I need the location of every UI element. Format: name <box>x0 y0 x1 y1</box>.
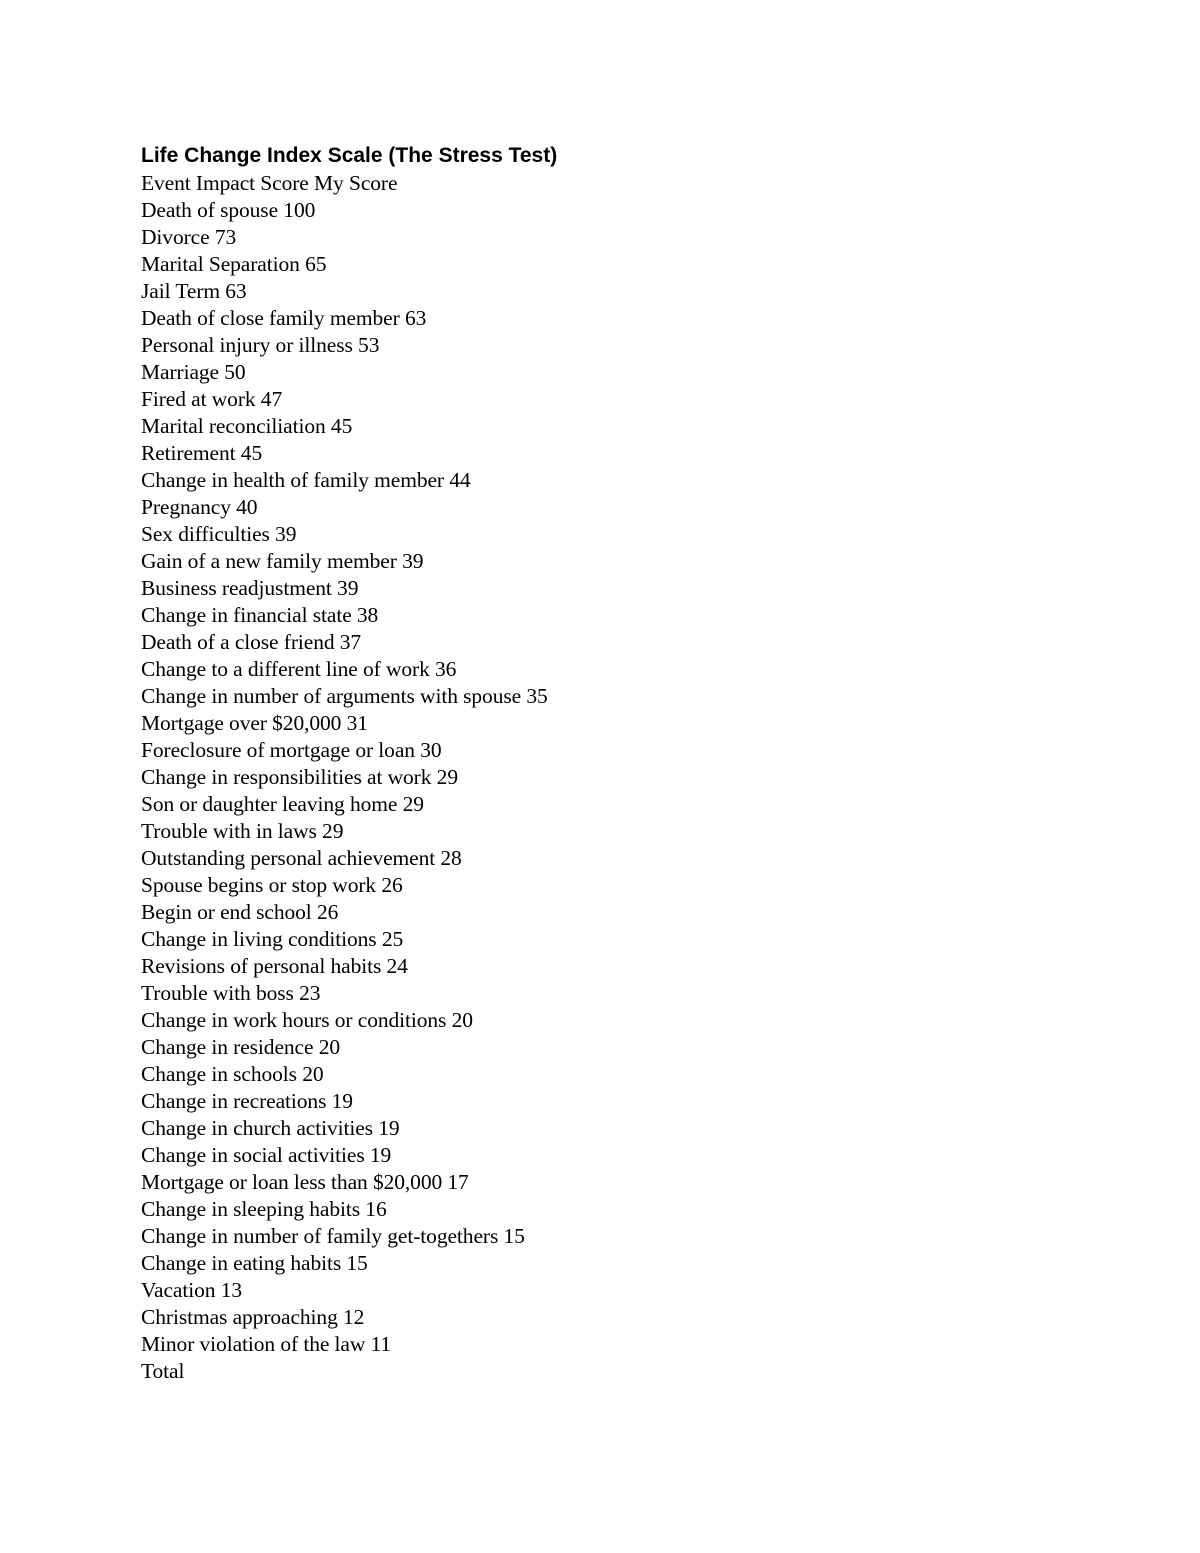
event-row: Change in number of arguments with spouse 35 <box>141 684 548 708</box>
event-row: Death of spouse 100 <box>141 198 316 222</box>
event-row: Foreclosure of mortgage or loan 30 <box>141 738 442 762</box>
event-row: Retirement 45 <box>141 441 263 465</box>
document-title: Life Change Index Scale (The Stress Test) <box>141 144 558 167</box>
event-row: Trouble with in laws 29 <box>141 819 344 843</box>
event-row: Mortgage or loan less than $20,000 17 <box>141 1170 469 1194</box>
event-row: Gain of a new family member 39 <box>141 549 424 573</box>
event-row: Change in eating habits 15 <box>141 1251 368 1275</box>
event-row: Christmas approaching 12 <box>141 1305 365 1329</box>
event-row: Marital Separation 65 <box>141 252 327 276</box>
event-row: Son or daughter leaving home 29 <box>141 792 424 816</box>
event-row: Change in responsibilities at work 29 <box>141 765 458 789</box>
column-header-line: Event Impact Score My Score <box>141 171 398 195</box>
event-row: Marriage 50 <box>141 360 246 384</box>
total-line: Total <box>141 1359 185 1383</box>
event-row: Spouse begins or stop work 26 <box>141 873 403 897</box>
event-list <box>141 197 1121 1358</box>
event-row: Begin or end school 26 <box>141 900 339 924</box>
event-row: Business readjustment 39 <box>141 576 359 600</box>
event-row: Death of close family member 63 <box>141 306 427 330</box>
event-row: Revisions of personal habits 24 <box>141 954 408 978</box>
event-row: Change in residence 20 <box>141 1035 340 1059</box>
event-row: Death of a close friend 37 <box>141 630 362 654</box>
document-page <box>141 141 1121 1385</box>
event-row: Change in living conditions 25 <box>141 927 404 951</box>
event-row: Change in financial state 38 <box>141 603 379 627</box>
event-row: Change in social activities 19 <box>141 1143 392 1167</box>
event-row: Pregnancy 40 <box>141 495 258 519</box>
event-row: Change in number of family get-togethers 15 <box>141 1224 525 1248</box>
event-row: Mortgage over $20,000 31 <box>141 711 368 735</box>
event-row: Change in sleeping habits 16 <box>141 1197 387 1221</box>
event-row: Change in work hours or conditions 20 <box>141 1008 473 1032</box>
event-row: Personal injury or illness 53 <box>141 333 380 357</box>
event-row: Marital reconciliation 45 <box>141 414 353 438</box>
event-row: Trouble with boss 23 <box>141 981 321 1005</box>
event-row: Vacation 13 <box>141 1278 242 1302</box>
event-row: Fired at work 47 <box>141 387 283 411</box>
event-row: Change in health of family member 44 <box>141 468 471 492</box>
event-row: Change to a different line of work 36 <box>141 657 457 681</box>
event-row: Outstanding personal achievement 28 <box>141 846 462 870</box>
event-row: Change in church activities 19 <box>141 1116 400 1140</box>
event-row: Minor violation of the law 11 <box>141 1332 392 1356</box>
event-row: Divorce 73 <box>141 225 237 249</box>
event-row: Sex difficulties 39 <box>141 522 297 546</box>
event-row: Change in schools 20 <box>141 1062 324 1086</box>
event-row: Jail Term 63 <box>141 279 247 303</box>
event-row: Change in recreations 19 <box>141 1089 353 1113</box>
